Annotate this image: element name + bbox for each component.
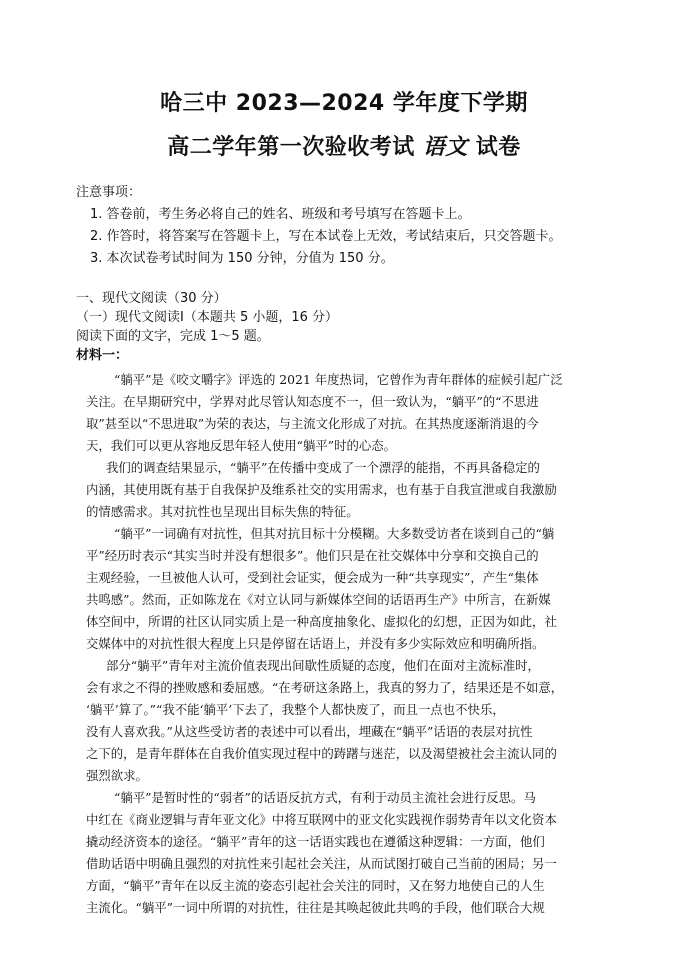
exam-title-suffix: 试卷 — [475, 135, 521, 160]
notice-heading: 注意事项： — [76, 185, 142, 200]
body-line: 体空间中，所谓的社区认同实质上是一种高度抽象化、虚拟化的幻想，正因为如此，社 — [86, 614, 557, 629]
exam-title-line1: 哈三中 2023—2024 学年度下学期 — [160, 91, 528, 116]
body-line: 没有人喜欢我。”从这些受访者的表述中可以看出，埋藏在“躺平”话语的表层对抗性 — [86, 724, 533, 739]
notice-item: 2. 作答时，将答案写在答题卡上，写在本试卷上无效，考试结束后，只交答题卡。 — [90, 229, 562, 244]
section-sub-heading: （一）现代文阅读Ⅰ（本题共 5 小题，16 分） — [76, 310, 339, 325]
body-line: 强烈欲求。 — [86, 768, 148, 783]
notice-item: 1. 答卷前，考生务必将自己的姓名、班级和考号填写在答题卡上。 — [90, 207, 471, 222]
body-line: 取”甚至以“不思进取”为荣的表达，与主流文化形成了对抗。在其热度逐渐消退的今 — [86, 416, 539, 431]
body-line: 共鸣感”。然而，正如陈龙在《对立认同与新媒体空间的话语再生产》中所言，在新媒 — [86, 592, 551, 607]
exam-subject: 语文 — [422, 134, 468, 160]
body-line: 方面，“躺平”青年在以反主流的姿态引起社会关注的同时，又在努力地使自己的人生 — [86, 878, 545, 893]
body-line: 主观经验，一旦被他人认可，受到社会证实，便会成为一种“共享现实”，产生“集体 — [86, 570, 539, 585]
body-line: “躺平”一词确有对抗性，但其对抗目标十分模糊。大多数受访者在谈到自己的“躺 — [114, 526, 555, 541]
body-line: ‘躺平’算了。”“我不能‘躺平’下去了，我整个人都快废了，而且一点也不快乐， — [86, 702, 505, 717]
exam-title-prefix: 高二学年第一次验收考试 — [167, 135, 415, 160]
body-line: 平”经历时表示“其实当时并没有想很多”。他们只是在社交媒体中分享和交换自己的 — [86, 548, 539, 563]
material-label: 材料一： — [76, 348, 129, 363]
body-line: “躺平”是暂时性的“弱者”的话语反抗方式，有利于动员主流社会进行反思。马 — [114, 790, 536, 805]
body-line: 中红在《商业逻辑与青年亚文化》中将互联网中的亚文化实践视作弱势青年以文化资本 — [86, 812, 557, 827]
body-line: 交媒体中的对抗性很大程度上只是停留在话语上，并没有多少实际效应和明确所指。 — [86, 636, 545, 651]
section-heading: 一、现代文阅读（30 分） — [76, 291, 227, 306]
body-line: 天，我们可以更从容地反思年轻人使用“躺平”时的心态。 — [86, 438, 397, 453]
body-line: “躺平”是《咬文嚼字》评选的 2021 年度热词，它曾作为青年群体的症候引起广泛 — [114, 372, 563, 387]
body-line: 会有求之不得的挫败感和委屈感。“在考研这条路上，我真的努力了，结果还是不如意， — [86, 680, 564, 695]
exam-title-line2 — [0, 130, 688, 161]
body-line: 关注。在早期研究中，学界对此尽管认知态度不一，但一致认为，“躺平”的“不思进 — [86, 394, 539, 409]
body-line: 内涵，其使用既有基于自我保护及维系社交的实用需求，也有基于自我宣泄或自我激励 — [86, 482, 557, 497]
reading-instruction: 阅读下面的文字，完成 1～5 题。 — [76, 329, 270, 344]
body-line: 撬动经济资本的途径。“躺平”青年的这一话语实践也在遵循这种逻辑：一方面，他们 — [86, 834, 545, 849]
notice-item: 3. 本次试卷考试时间为 150 分钟，分值为 150 分。 — [90, 251, 394, 266]
body-line: 之下的，是青年群体在自我价值实现过程中的踌躇与迷茫，以及渴望被社会主流认同的 — [86, 746, 557, 761]
body-line: 主流化。“躺平”一词中所谓的对抗性，往往是其唤起彼此共鸣的手段，他们联合大规 — [86, 900, 545, 915]
body-line: 的情感需求。其对抗性也呈现出目标失焦的特征。 — [86, 504, 359, 519]
body-line: 部分“躺平”青年对主流价值表现出间歇性质疑的态度，他们在面对主流标准时， — [106, 658, 540, 673]
body-line: 我们的调查结果显示，“躺平”在传播中变成了一个漂浮的能指，不再具备稳定的 — [106, 460, 540, 475]
body-line: 借助话语中明确且强烈的对抗性来引起社会关注，从而试图打破自己当前的困局；另一 — [86, 856, 557, 871]
